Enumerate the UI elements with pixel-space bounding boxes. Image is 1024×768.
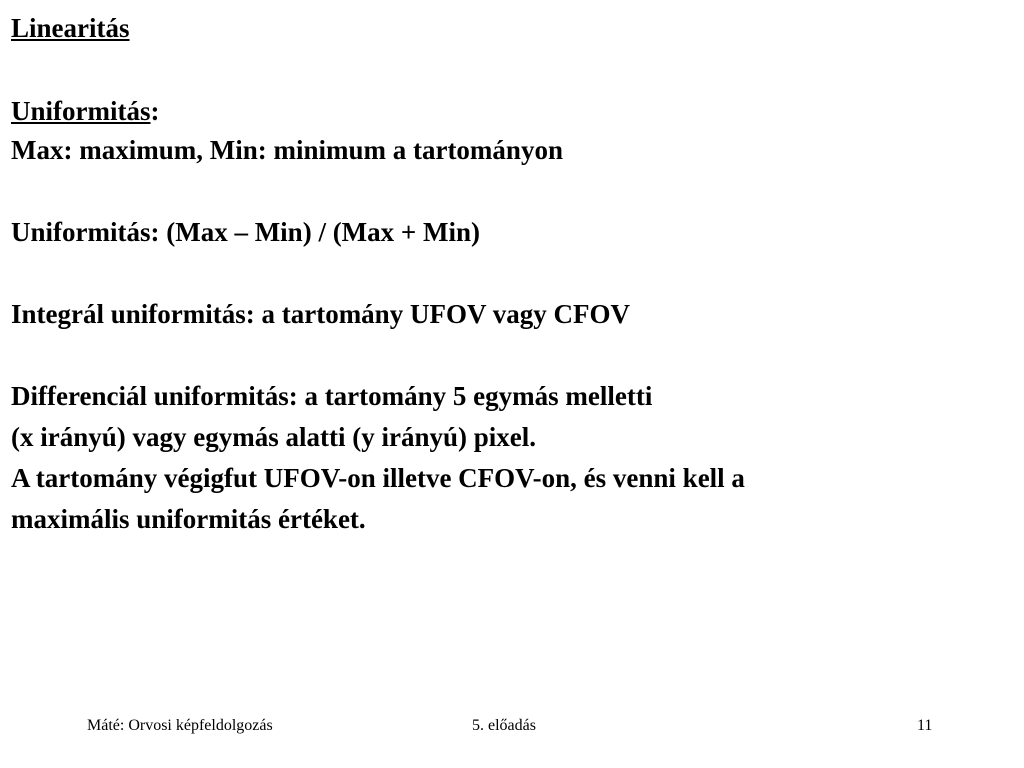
heading-uniformity-colon: : xyxy=(150,96,160,126)
differential-uniformity-line-3: A tartomány végigfut UFOV-on illetve CFOV-on, és venni kell a xyxy=(11,463,745,493)
integral-uniformity: Integrál uniformitás: a tartomány UFOV vagy CFOV xyxy=(11,299,630,329)
footer-page-number: 11 xyxy=(917,717,933,734)
differential-uniformity-line-1: Differenciál uniformitás: a tartomány 5 egymás melletti xyxy=(11,381,653,411)
heading-uniformity xyxy=(11,95,159,127)
heading-uniformity-label: Uniformitás xyxy=(11,96,151,126)
footer-author-course: Máté: Orvosi képfeldolgozás xyxy=(87,717,273,734)
heading-linearity: Linearitás xyxy=(11,13,130,43)
differential-uniformity-line-2: (x irányú) vagy egymás alatti (y irányú) pixel. xyxy=(11,422,536,452)
footer-lecture-number: 5. előadás xyxy=(472,717,536,734)
uniformity-formula: Uniformitás: (Max – Min) / (Max + Min) xyxy=(11,217,481,247)
max-min-definition: Max: maximum, Min: minimum a tartományon xyxy=(11,135,563,165)
differential-uniformity-line-4: maximális uniformitás értéket. xyxy=(11,504,366,534)
